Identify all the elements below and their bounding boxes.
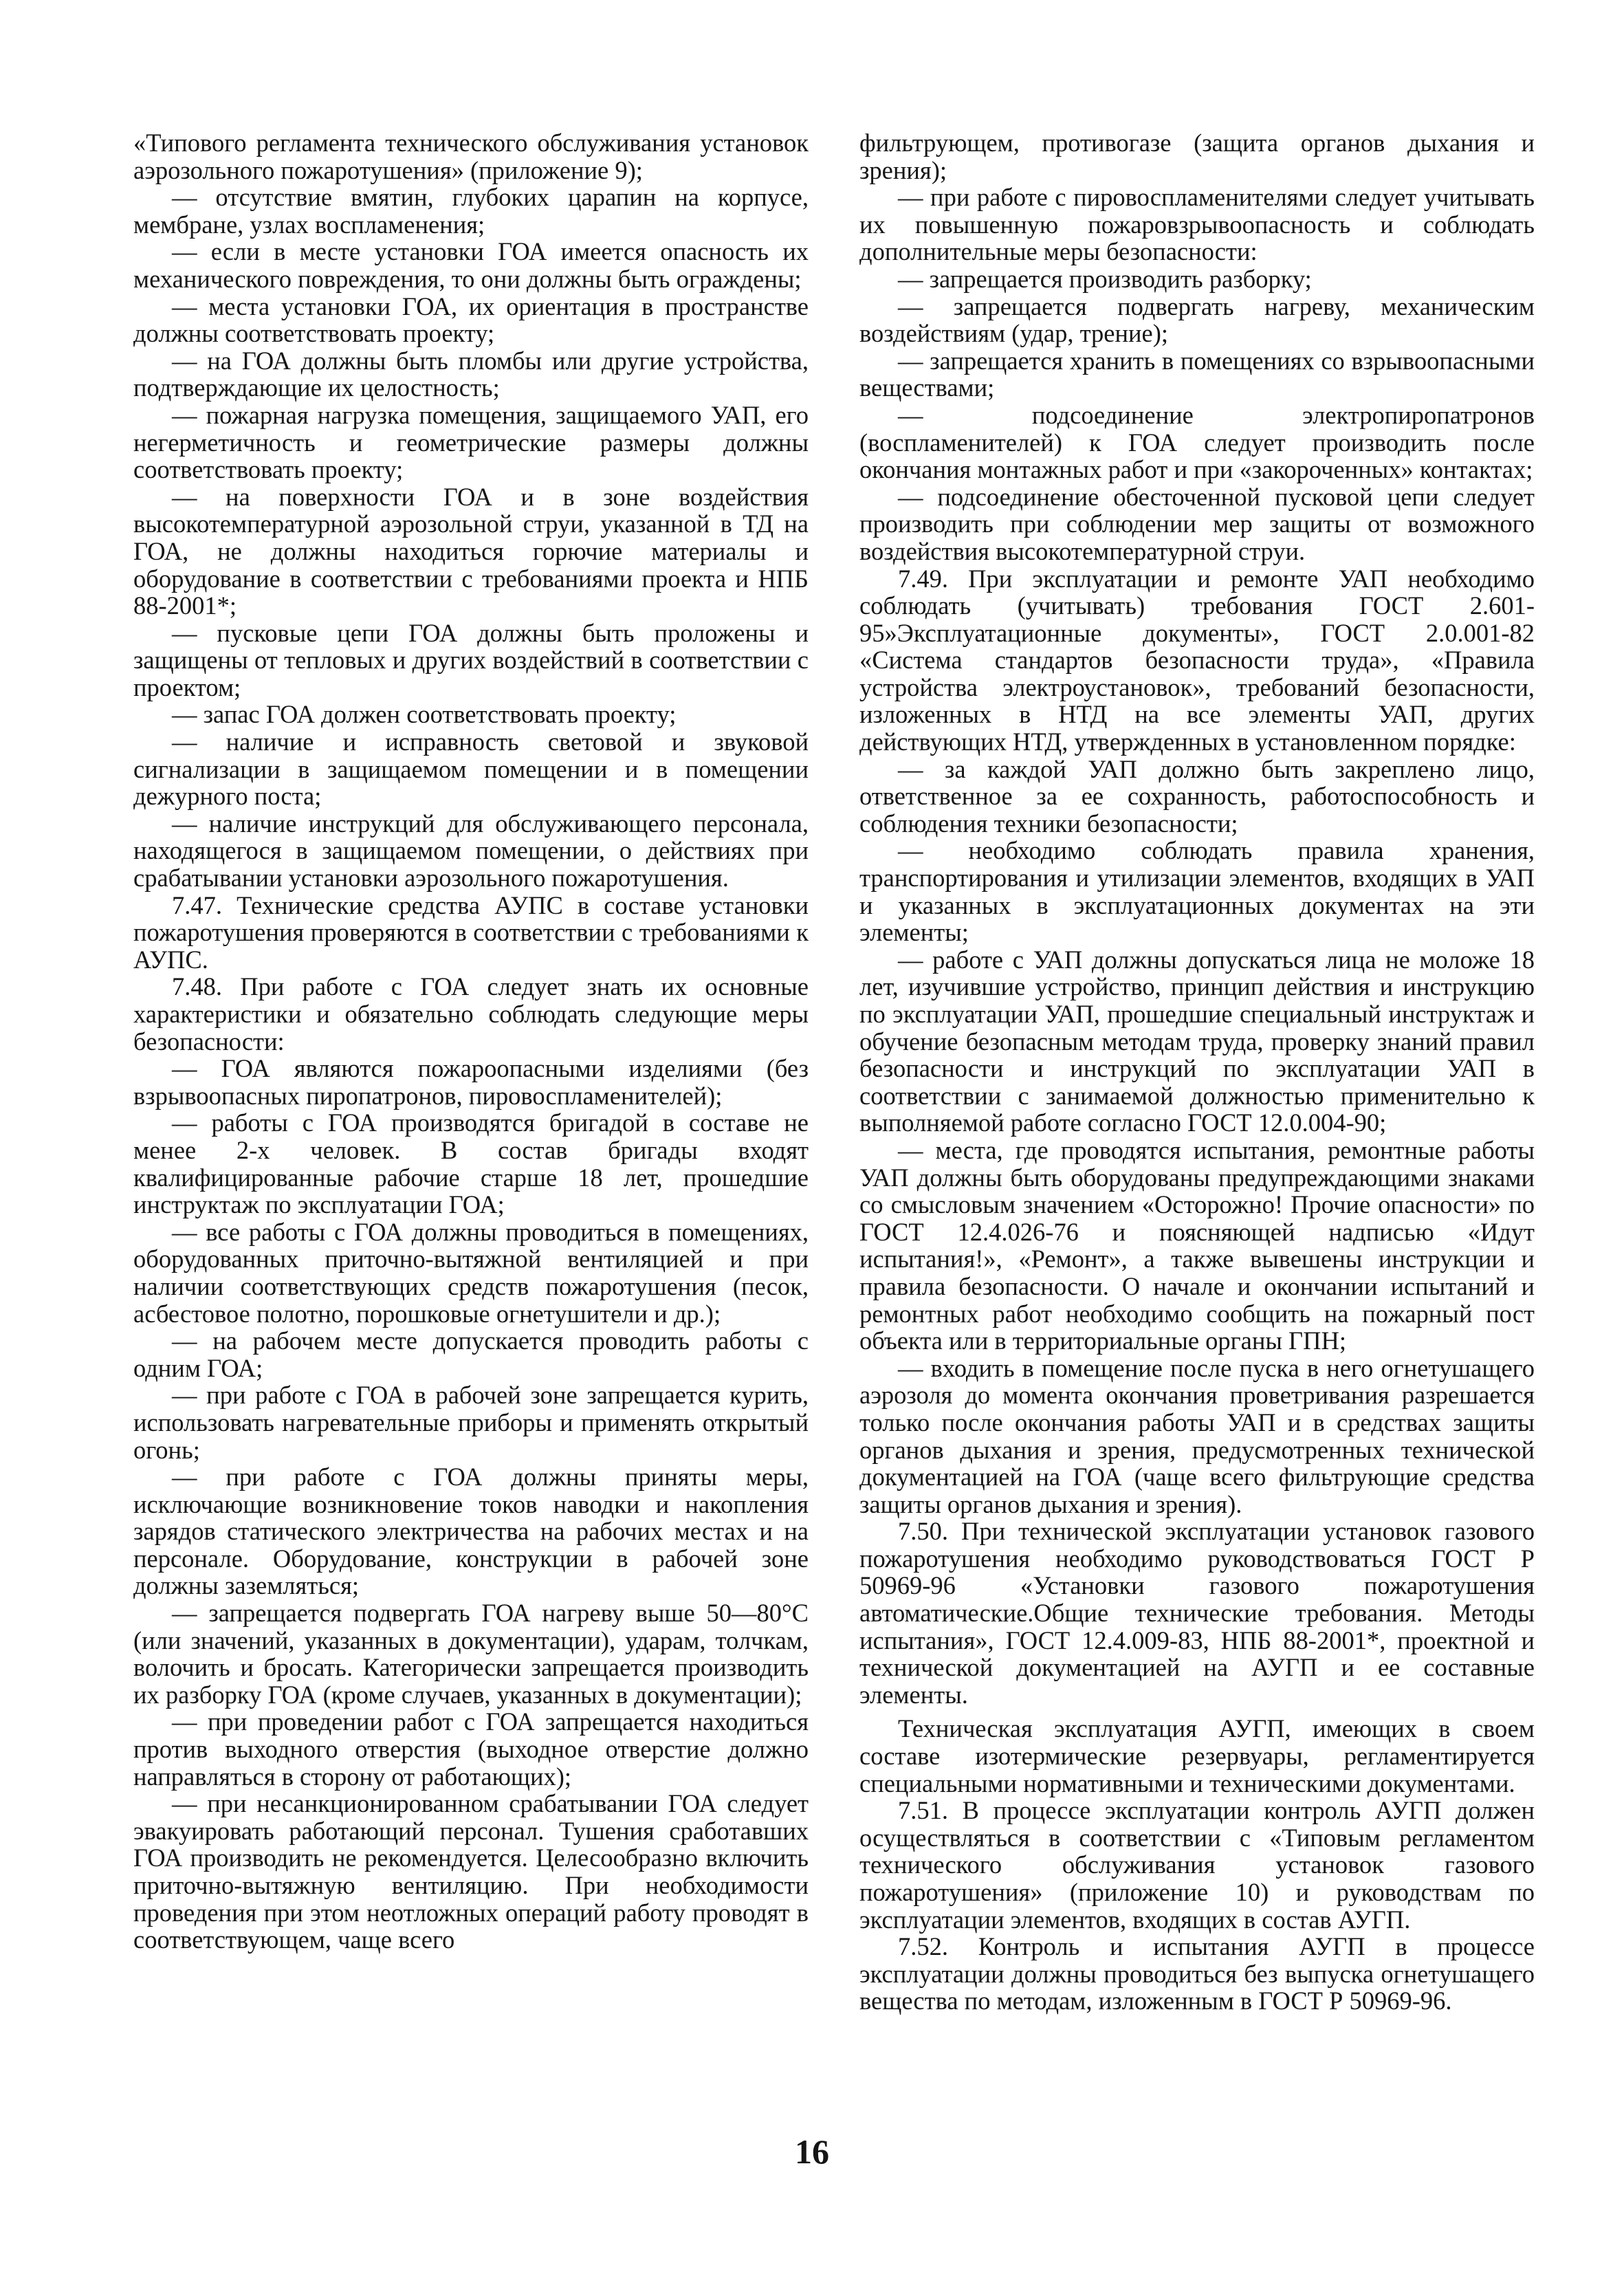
list-item: — наличие инструкций для обслуживающего персонала, находящегося в защищаемом помещении, о действиях при срабатывании установки аэрозольного пожаротушения. xyxy=(133,809,809,893)
list-item: — входить в помещение после пуска в него огнетушащего аэрозоля до момента окончания проветривания разрешается только после окончания работы УАП и в средствах защиты органов дыхания и зрения, предусмотренных технической документацией на ГОА (чаще всего фильтрующие средства защиты органов дыхания и зрения). xyxy=(859,1353,1535,1518)
list-item: — работе с УАП должны допускаться лица не моложе 18 лет, изучившие устройство, принцип действия и инструкцию по эксплуатации УАП, прошедшие специальный инструктаж и обучение безопасным методам труда, проверку знаний правил безопасности и инструкций по эксплуатации УАП в соответствии с занимаемой должностью применительно к выполняемой работе согласно ГОСТ 12.0.004-90; xyxy=(859,945,1535,1137)
paragraph: «Типового регламента технического обслуживания установок аэрозольного пожаротушения» (приложение 9); xyxy=(133,129,809,184)
paragraph: Техническая эксплуатация АУГП, имеющих в своем составе изотермические резервуары, регламентируется специальными нормативными и техническими документами. xyxy=(859,1714,1535,1797)
list-item: — необходимо соблюдать правила хранения, транспортирования и утилизации элементов, входящих в УАП и указанных в эксплуатационных документах на эти элементы; xyxy=(859,836,1535,947)
list-item: — работы с ГОА производятся бригадой в составе не менее 2-х человек. В состав бригады входят квалифицированные рабочие старше 18 лет, прошедшие инструктаж по эксплуатации ГОА; xyxy=(133,1108,809,1219)
list-item: — на поверхности ГОА и в зоне воздействия высокотемпературной аэрозольной струи, указанной в ТД на ГОА, не должны находиться горючие материалы и оборудование в соответствии с требованиями проекта и НПБ 88-2001*; xyxy=(133,482,809,620)
list-item: — при несанкционированном срабатывании ГОА следует эвакуировать работающий персонал. Тушения сработавших ГОА производить не рекомендуется. Целесообразно включить приточно-вытяжную вентиляцию. При необходимости проведения при этом неотложных операций работу проводят в соответствующем, чаще всего xyxy=(133,1789,809,1954)
section-paragraph-7-47: 7.47. Технические средства АУПС в составе установки пожаротушения проверяются в соответствии с требованиями к АУПС. xyxy=(133,890,809,974)
list-item: — наличие и исправность световой и звуковой сигнализации в защищаемом помещении и в помещении дежурного поста; xyxy=(133,728,809,811)
list-item: — подсоединение электропиропатронов (воспламенителей) к ГОА следует производить после окончания монтажных работ и при «закороченных» контактах; xyxy=(859,400,1535,484)
list-item: — запрещается подвергать ГОА нагреву выше 50—80°С (или значений, указанных в документации), ударам, толчкам, волочить и бросать. Категорически запрещается производить их разборку ГОА (кроме случаев, указанных в документации); xyxy=(133,1599,809,1709)
section-paragraph-7-52: 7.52. Контроль и испытания АУГП в процессе эксплуатации должны проводиться без выпуска огнетушащего вещества по методам, изложенным в ГОСТ Р 50969-96. xyxy=(859,1932,1535,2015)
list-item: — отсутствие вмятин, глубоких царапин на корпусе, мембране, узлах воспламенения; xyxy=(133,183,809,239)
list-item: — ГОА являются пожароопасными изделиями (без взрывоопасных пиропатронов, пировоспламенителей); xyxy=(133,1054,809,1110)
list-item: — при проведении работ с ГОА запрещается находиться против выходного отверстия (выходное отверстие должно направляться в сторону от работающих); xyxy=(133,1707,809,1791)
list-item: — пожарная нагрузка помещения, защищаемого УАП, его негерметичность и геометрические размеры должны соответствовать проекту; xyxy=(133,400,809,484)
list-item: — все работы с ГОА должны проводиться в помещениях, оборудованных приточно-вытяжной вентиляцией и при наличии соответствующих средств пожаротушения (песок, асбестовое полотно, порошковые огнетушители и др.); xyxy=(133,1217,809,1328)
right-text-column xyxy=(859,129,1535,2015)
list-item: — подсоединение обесточенной пусковой цепи следует производить при соблюдении мер защиты от возможного воздействия высокотемпературной струи. xyxy=(859,482,1535,565)
left-text-column xyxy=(133,129,809,1954)
section-paragraph-7-49: 7.49. При эксплуатации и ремонте УАП необходимо соблюдать (учитывать) требования ГОСТ 2.601-95»Эксплуатационные документы», ГОСТ 2.0.001-82 «Система стандартов безопасности труда», «Правила устройства электроустановок», требований безопасности, изложенных в НТД на все элементы УАП, других действующих НТД, утвержденных в установленном порядке: xyxy=(859,564,1535,756)
page-number: 16 xyxy=(795,2132,829,2171)
list-item: — запрещается производить разборку; xyxy=(898,264,1312,293)
list-item: — за каждой УАП должно быть закреплено лицо, ответственное за ее сохранность, работоспособность и соблюдения техники безопасности; xyxy=(859,754,1535,838)
list-item: — запрещается хранить в помещениях со взрывоопасными веществами; xyxy=(859,346,1535,402)
list-item: — запрещается подвергать нагреву, механическим воздействиям (удар, трение); xyxy=(859,292,1535,348)
list-item: — на ГОА должны быть пломбы или другие устройства, подтверждающие их целостность; xyxy=(133,346,809,402)
list-item: — при работе с пировоспламенителями следует учитывать их повышенную пожаровзрывоопасность и соблюдать дополнительные меры безопасности: xyxy=(859,183,1535,266)
paragraph: фильтрующем, противогазе (защита органов дыхания и зрения); xyxy=(859,129,1535,184)
list-item: — если в месте установки ГОА имеется опасность их механического повреждения, то они должны быть ограждены; xyxy=(133,237,809,293)
section-paragraph-7-48: 7.48. При работе с ГОА следует знать их основные характеристики и обязательно соблюдать следующие меры безопасности: xyxy=(133,972,809,1056)
list-item: — места установки ГОА, их ориентация в пространстве должны соответствовать проекту; xyxy=(133,292,809,348)
section-paragraph-7-51: 7.51. В процессе эксплуатации контроль АУГП должен осуществляться в соответствии с «Типовым регламентом технического обслуживания установок газового пожаротушения» (приложение 10) и руководствам по эксплуатации элементов, входящих в состав АУГП. xyxy=(859,1796,1535,1934)
list-item: — пусковые цепи ГОА должны быть проложены и защищены от тепловых и других воздействий в соответствии с проектом; xyxy=(133,618,809,701)
list-item: — места, где проводятся испытания, ремонтные работы УАП должны быть оборудованы предупреждающими знаками со смысловым значением «Осторожно! Прочие опасности» по ГОСТ 12.4.026-76 и поясняющей надписью «Идут испытания!», «Ремонт», а также вывешены инструкции и правила безопасности. О начале и окончании испытаний и ремонтных работ необходимо сообщить на пожарный пост объекта или в территориальные органы ГПН; xyxy=(859,1135,1535,1355)
list-item: — запас ГОА должен соответствовать проекту; xyxy=(172,700,677,729)
section-paragraph-7-50: 7.50. При технической эксплуатации установок газового пожаротушения необходимо руководствоваться ГОСТ Р 50969-96 «Установки газового пожаротушения автоматические.Общие технические требования. Методы испытания», ГОСТ 12.4.009-83, НПБ 88-2001*, проектной и технической документацией на АУГП и ее составные элементы. xyxy=(859,1517,1535,1709)
list-item: — при работе с ГОА в рабочей зоне запрещается курить, использовать нагревательные приборы и применять открытый огонь; xyxy=(133,1381,809,1464)
list-item: — на рабочем месте допускается проводить работы с одним ГОА; xyxy=(133,1326,809,1382)
list-item: — при работе с ГОА должны приняты меры, исключающие возникновение токов наводки и накопления зарядов статического электричества на рабочих местах и на персонале. Оборудование, конструкции в рабочей зоне должны заземляться; xyxy=(133,1463,809,1600)
